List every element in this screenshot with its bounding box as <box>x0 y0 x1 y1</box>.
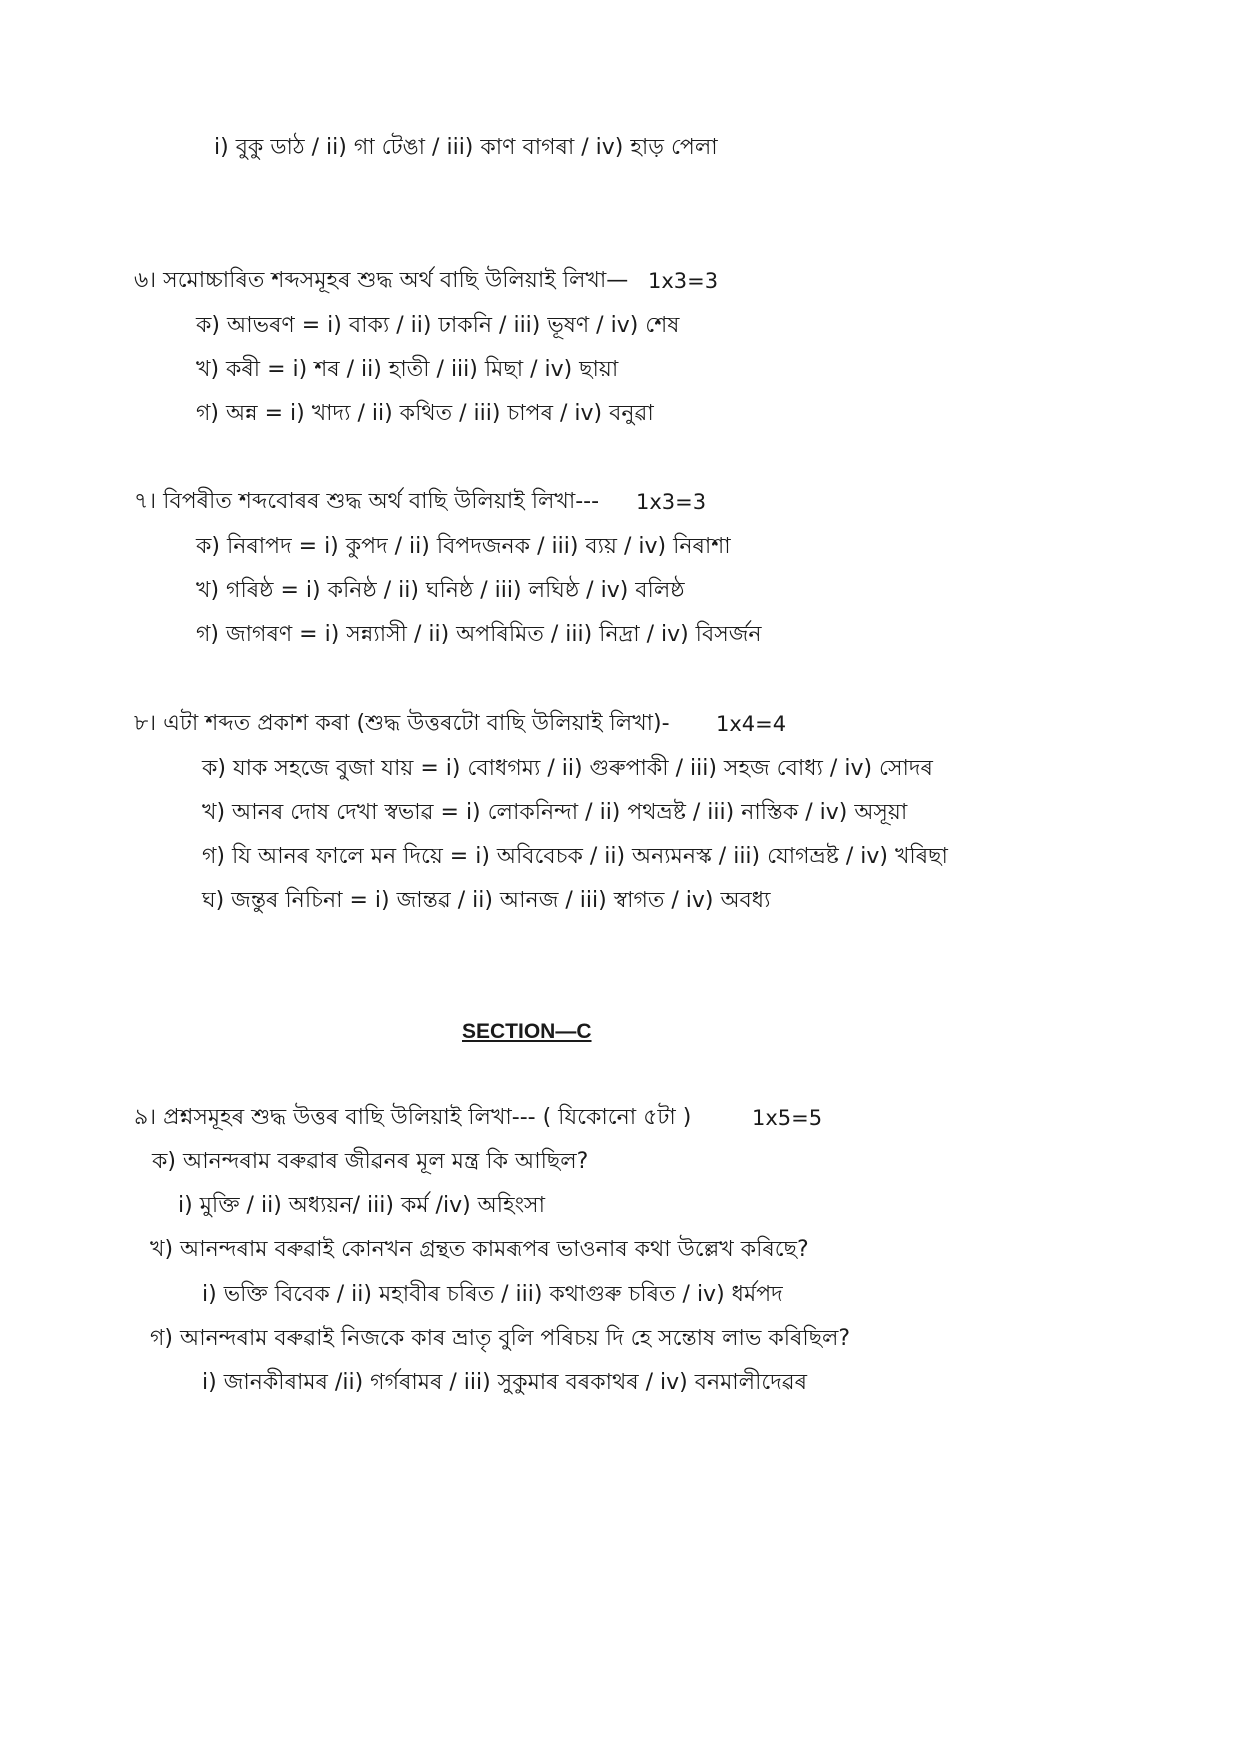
q7-item-kha: খ) গৰিষ্ঠ = i) কনিষ্ঠ / ii) ঘনিষ্ঠ / iii) লঘিষ্ঠ / iv) বলিষ্ঠ <box>196 578 685 603</box>
q8-item-ka: ক) যাক সহজে বুজা যায় = i) বোধগম্য / ii) গুৰুপাকী / iii) সহজ বোধ্য / iv) সোদৰ <box>202 756 933 781</box>
q8-item-gha: ঘ) জন্তুৰ নিচিনা = i) জান্তৱ / ii) আনজ / iii) স্বাগত / iv) অবধ্য <box>202 888 771 913</box>
q9-question-ka: ক) আনন্দৰাম বৰুৱাৰ জীৱনৰ মূল মন্ত্ৰ কি আছিল? <box>152 1149 589 1174</box>
q7-marks: 1x3=3 <box>636 490 707 514</box>
q8-item-ga: গ) যি আনৰ ফালে মন দিয়ে = i) অবিবেচক / ii) অন্যমনস্ক / iii) যোগভ্ৰষ্ট / iv) খৰিছা <box>202 844 948 869</box>
q6-item-ga: গ) অন্ন = i) খাদ্য / ii) কথিত / iii) চাপৰ / iv) বনুৱা <box>196 401 654 426</box>
q6-heading: ৬। সমোচ্চাৰিত শব্দসমূহৰ শুদ্ধ অৰ্থ বাছি উলিয়াই লিখা— <box>134 268 629 293</box>
q6-item-ka: ক) আভৰণ = i) বাক্য / ii) ঢাকনি / iii) ভূষণ / iv) শেষ <box>196 313 680 338</box>
q6-marks: 1x3=3 <box>648 269 719 293</box>
q7-item-ka: ক) নিৰাপদ = i) কুপদ / ii) বিপদজনক / iii) ব্যয় / iv) নিৰাশা <box>196 534 731 559</box>
q9-heading: ৯। প্ৰশ্নসমূহৰ শুদ্ধ উত্তৰ বাছি উলিয়াই লিখা--- ( যিকোনো ৫টা ) <box>134 1105 692 1130</box>
q9-question-kha: খ) আনন্দৰাম বৰুৱাই কোনখন গ্ৰন্থত কামৰূপৰ ভাওনাৰ কথা উল্লেখ কৰিছে? <box>150 1237 809 1262</box>
q9-options-ka: i) মুক্তি / ii) অধ্যয়ন/ iii) কৰ্ম /iv) অহিংসা <box>178 1193 545 1218</box>
section-c-title: SECTION—C <box>462 1020 592 1043</box>
q8-item-kha: খ) আনৰ দোষ দেখা স্বভাৱ = i) লোকনিন্দা / ii) পথভ্ৰষ্ট / iii) নাস্তিক / iv) অসূয়া <box>202 800 908 825</box>
q9-question-ga: গ) আনন্দৰাম বৰুৱাই নিজকে কাৰ ভ্ৰাতৃ বুলি পৰিচয় দি হে সন্তোষ লাভ কৰিছিল? <box>150 1326 851 1351</box>
q6-item-kha: খ) কৰী = i) শৰ / ii) হাতী / iii) মিছা / iv) ছায়া <box>196 357 619 382</box>
q5-options-line: i) বুকু ডাঠ / ii) গা টেঙা / iii) কাণ বাগৰা / iv) হাড় পেলা <box>214 135 718 160</box>
q9-options-kha: i) ভক্তি বিবেক / ii) মহাবীৰ চৰিত / iii) কথাগুৰু চৰিত / iv) ধৰ্মপদ <box>202 1282 783 1307</box>
q8-heading: ৮। এটা শব্দত প্ৰকাশ কৰা (শুদ্ধ উত্তৰটো বাছি উলিয়াই লিখা)- <box>134 711 670 736</box>
q9-marks: 1x5=5 <box>752 1106 823 1130</box>
q9-options-ga: i) জানকীৰামৰ /ii) গৰ্গৰামৰ / iii) সুকুমাৰ বৰকাথৰ / iv) বনমালীদেৱৰ <box>202 1370 808 1395</box>
q8-marks: 1x4=4 <box>716 712 787 736</box>
q7-heading: ৭। বিপৰীত শব্দবোৰৰ শুদ্ধ অৰ্থ বাছি উলিয়াই লিখা--- <box>134 489 600 514</box>
q7-item-ga: গ) জাগৰণ = i) সন্ন্যাসী / ii) অপৰিমিত / iii) নিদ্ৰা / iv) বিসৰ্জন <box>196 622 762 647</box>
